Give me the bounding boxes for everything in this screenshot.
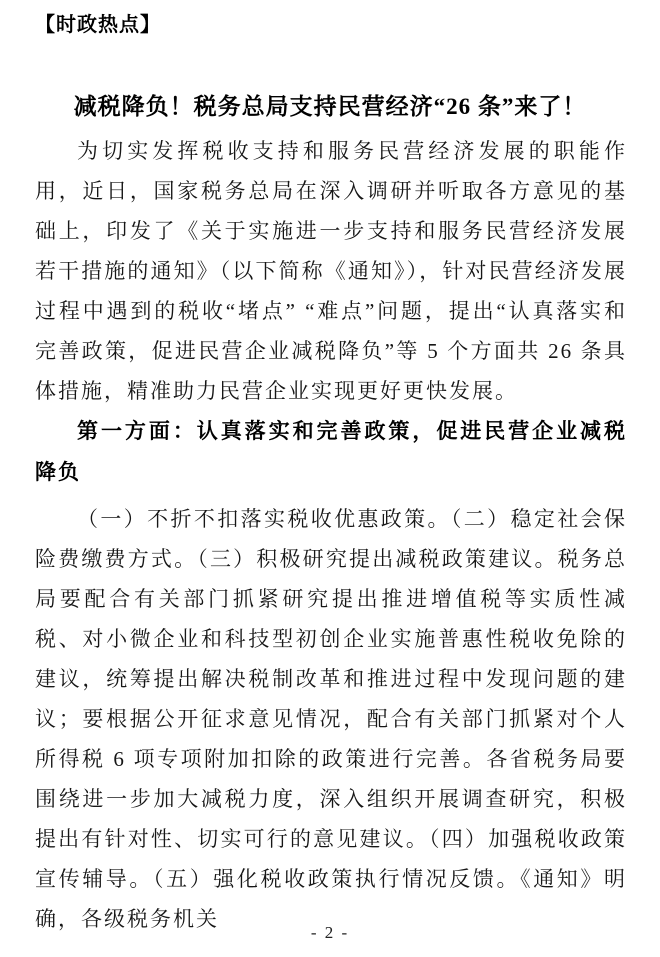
section-paragraph: （一）不折不扣落实税收优惠政策。（二）稳定社会保险费缴费方式。（三）积极研究提出减税政策建议。税务总局要配合有关部门抓紧研究提出推进增值税等实质性减税、对小微企业和科技型初创企业实施普惠性税收免除的建议，统筹提出解决税制改革和推进过程中发现问题的建议；要根据公开征求意见情况，配合有关部门抓紧对个人所得税 6 项专项附加扣除的政策进行完善。各省税务局要围绕进一步加大减税力度，深入组织开展调查研究，积极提出有针对性、切实可行的意见建议。（四）加强税收政策宣传辅导。（五）强化税收政策执行情况反馈。《通知》明确，各级税务机关 <box>35 507 627 931</box>
section-heading: 第一方面：认真落实和完善政策，促进民营企业减税降负 <box>35 419 627 484</box>
article-title: 减税降负！税务总局支持民营经济“26 条”来了！ <box>73 94 587 119</box>
article-body <box>35 131 627 939</box>
section-tag: 【时政热点】 <box>35 14 161 36</box>
intro-paragraph: 为切实发挥税收支持和服务民营经济发展的职能作用，近日，国家税务总局在深入调研并听取各方意见的基础上，印发了《关于实施进一步支持和服务民营经济发展若干措施的通知》（以下简称《通知》），针对民营经济发展过程中遇到的税收“堵点” “难点”问题，提出“认真落实和完善政策，促进民营企业减税降负”等 5 个方面共 26 条具体措施，精准助力民营企业实现更好更快发展。 <box>35 139 627 403</box>
page-number: - 2 - <box>310 923 350 942</box>
